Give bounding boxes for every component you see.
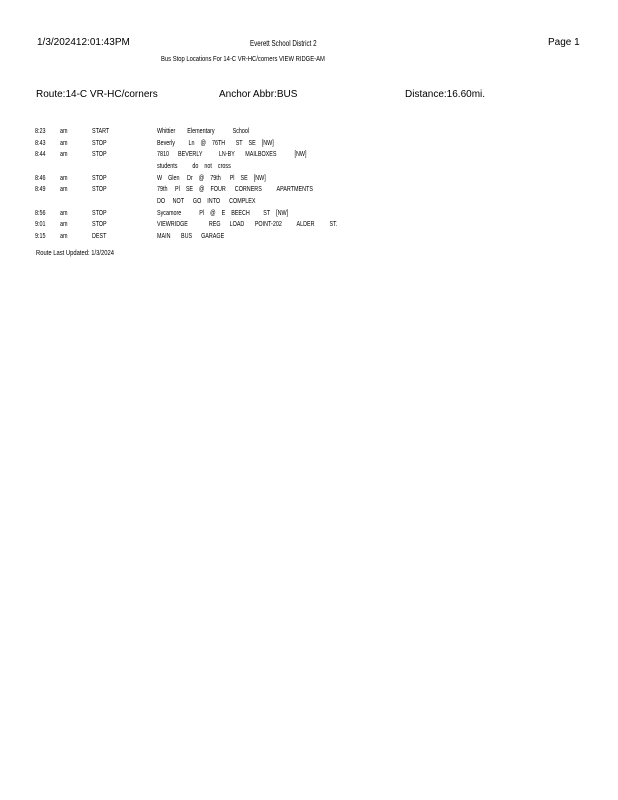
stop-ampm: am	[60, 231, 68, 240]
stop-row	[0, 231, 618, 242]
stop-row	[0, 208, 618, 219]
stop-type: STOP	[92, 184, 107, 193]
stop-description: Beverly Ln @ 76TH ST SE [NW]	[157, 138, 274, 147]
stop-description: Sycamore Pl @ E BEECH ST [NW]	[157, 208, 289, 217]
page-number: Page 1	[548, 37, 580, 48]
stop-row	[0, 196, 618, 207]
stop-row	[0, 138, 618, 149]
stop-time: 9:15	[35, 231, 46, 240]
stop-description: 7810 BEVERLY LN-BY MAILBOXES [NW]	[157, 149, 307, 158]
stop-type: STOP	[92, 173, 107, 182]
stop-type: DEST	[92, 231, 107, 240]
stop-type: STOP	[92, 219, 107, 228]
stop-row	[0, 126, 618, 137]
stop-type: STOP	[92, 149, 107, 158]
stop-time: 8:56	[35, 208, 46, 217]
stop-time: 8:49	[35, 184, 46, 193]
district-name: Everett School District 2	[250, 39, 317, 48]
route-label: Route:14-C VR-HC/corners	[36, 89, 158, 100]
stop-ampm: am	[60, 208, 68, 217]
stop-row	[0, 184, 618, 195]
stop-description: VIEWRIDGE REG LOAD POINT-202 ALDER ST.	[157, 219, 338, 228]
stop-time: 8:43	[35, 138, 46, 147]
stop-description: 79th Pl SE @ FOUR CORNERS APARTMENTS	[157, 184, 313, 193]
stop-type: STOP	[92, 208, 107, 217]
stop-type: START	[92, 126, 110, 135]
stop-description: W Glen Dr @ 79th Pl SE [NW]	[157, 173, 266, 182]
stop-description: Whittier Elementary School	[157, 126, 250, 135]
stop-ampm: am	[60, 219, 68, 228]
stop-time: 9:01	[35, 219, 46, 228]
anchor-abbr: Anchor Abbr:BUS	[219, 89, 298, 100]
report-timestamp: 1/3/202412:01:43PM	[37, 37, 130, 48]
stop-ampm: am	[60, 184, 68, 193]
stop-description: students do not cross	[157, 161, 231, 170]
stop-description: MAIN BUS GARAGE	[157, 231, 225, 240]
stop-row	[0, 219, 618, 230]
stop-row	[0, 173, 618, 184]
stop-ampm: am	[60, 149, 68, 158]
route-distance: Distance:16.60mi.	[405, 89, 486, 100]
stop-time: 8:23	[35, 126, 46, 135]
stop-ampm: am	[60, 173, 68, 182]
stop-description: DO NOT GO INTO COMPLEX	[157, 196, 256, 205]
stop-ampm: am	[60, 138, 68, 147]
report-title: Bus Stop Locations For 14-C VR-HC/corners VIEW RIDGE-AM	[161, 54, 325, 63]
route-last-updated: Route Last Updated: 1/3/2024	[36, 248, 115, 257]
stop-row	[0, 149, 618, 160]
stop-ampm: am	[60, 126, 68, 135]
stop-row	[0, 161, 618, 172]
stop-type: STOP	[92, 138, 107, 147]
stop-time: 8:46	[35, 173, 46, 182]
stop-time: 8:44	[35, 149, 46, 158]
